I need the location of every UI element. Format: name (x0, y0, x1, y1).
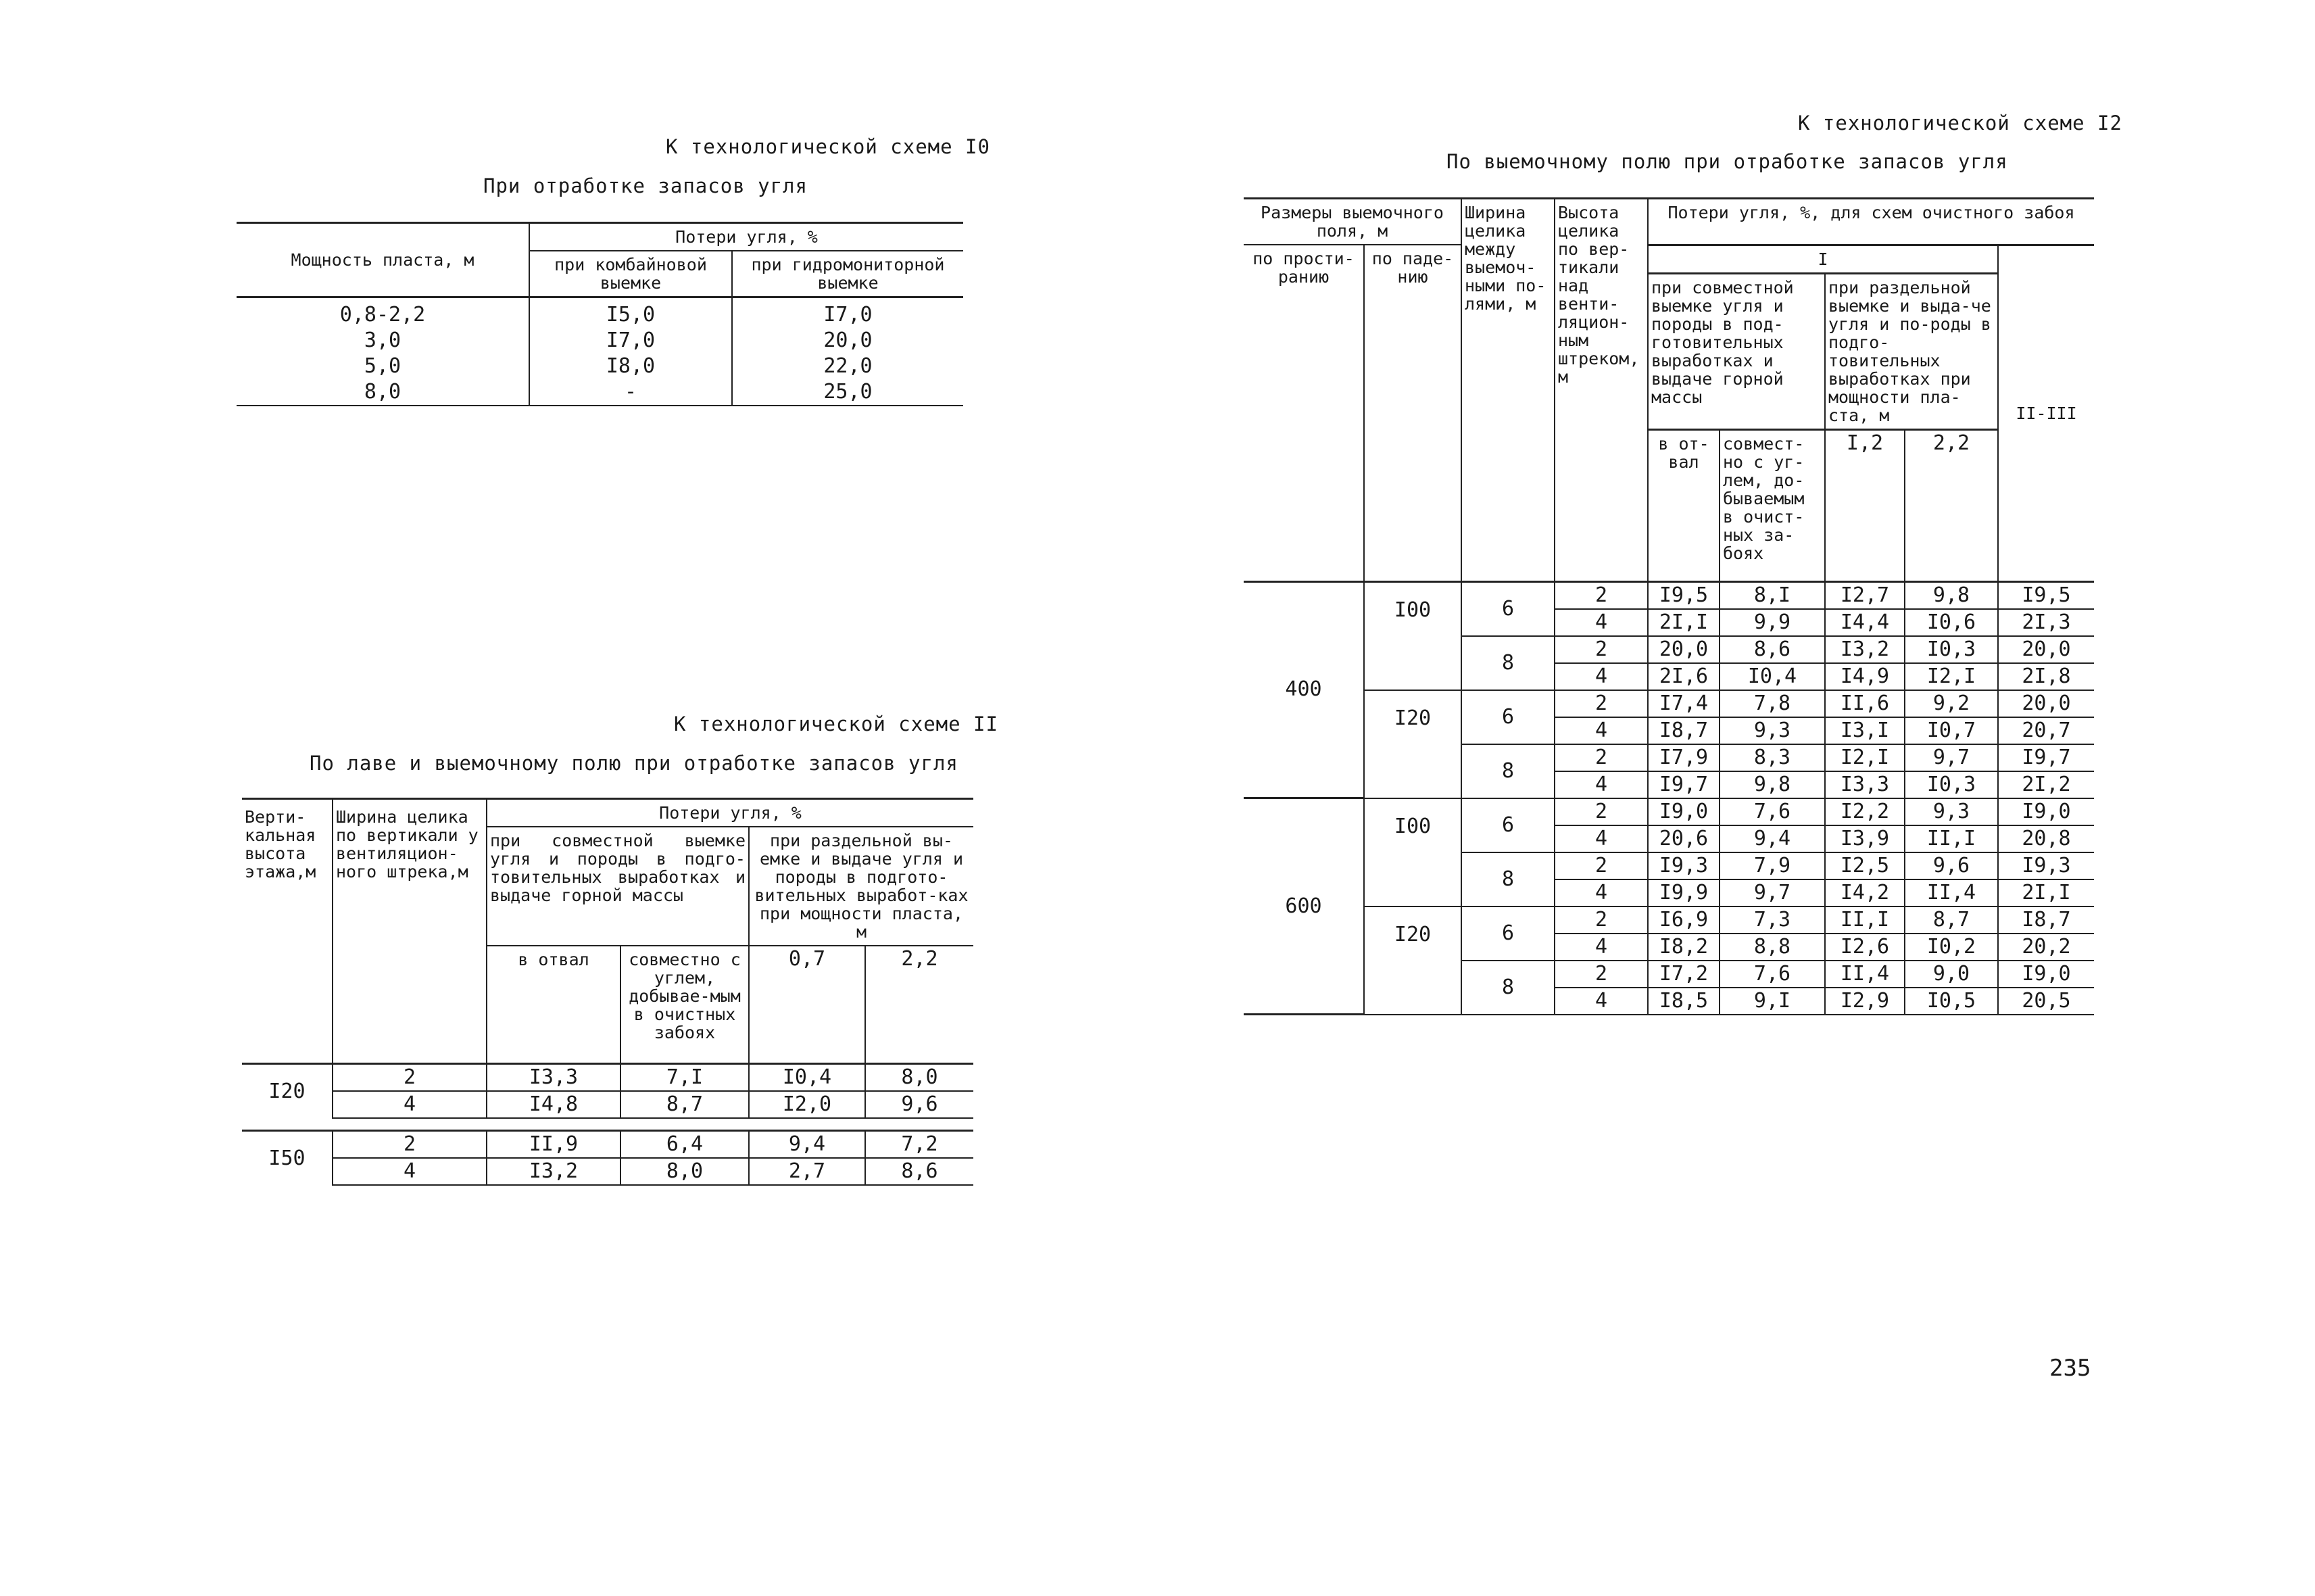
spacer-cell (242, 1118, 973, 1131)
t12-cell: I8,2 (1648, 934, 1720, 961)
t12-cell: 20,7 (1998, 717, 2094, 744)
t12-cell: 20,0 (1998, 636, 2094, 663)
t12-cell: 7,8 (1720, 690, 1825, 717)
t12-cell: 9,2 (1905, 690, 1998, 717)
t11-h-width: Ширина целика по вертикали у вентиляцион-ного штрека,м (333, 799, 487, 1064)
t12-cell: 9,3 (1905, 798, 1998, 825)
t12-cell: I9,0 (1998, 961, 2094, 988)
t10-cell: I8,0 (529, 354, 732, 379)
t11-caption: К технологической схеме II (674, 712, 998, 735)
t12-h-joint: при совместной выемке угля и породы в под-готовительных выработках и выдаче горной массы (1648, 273, 1825, 429)
t12-cell: 8,8 (1720, 934, 1825, 961)
t12-cell: II,I (1825, 906, 1905, 934)
t10-caption: К технологической схеме I0 (666, 135, 990, 158)
t11-h-dump: в отвал (487, 946, 620, 1064)
t10-title: При отработке запасов угля (483, 174, 808, 197)
t10-cell: I5,0 (529, 297, 732, 329)
t11-h-losses: Потери угля, % (487, 799, 973, 827)
t12-cell: 20,2 (1998, 934, 2094, 961)
t12-cell: I0,7 (1905, 717, 1998, 744)
t11-cell: 7,2 (865, 1131, 973, 1159)
t12-title: По выемочному полю при отработке запасов угля (1446, 150, 2008, 173)
t11-cell: I2,0 (749, 1091, 865, 1118)
t10-cell: 3,0 (237, 328, 529, 354)
t11-cell: 6,4 (620, 1131, 749, 1159)
t12-h-width: Ширина целика между выемоч-ными по-лями, м (1461, 199, 1555, 582)
t10-h-combine: при комбайновой выемке (529, 251, 732, 297)
t12-cell: I2,2 (1825, 798, 1905, 825)
t11-cell: 7,I (620, 1064, 749, 1092)
t10-cell: 22,0 (823, 354, 873, 378)
t12-h-separate: при раздельной выемке и выда-че угля и по-роды в подго-товительных выработках при мощности пла-ста, м (1825, 273, 1998, 429)
t12-cell: 4 (1555, 879, 1648, 906)
t12-width-cell: 8 (1461, 961, 1555, 1015)
t12-cell: I9,0 (1648, 798, 1720, 825)
t12-strike-cell: 600 (1244, 798, 1364, 1015)
t12-cell: I3,I (1825, 717, 1905, 744)
t12-cell: I8,7 (1998, 906, 2094, 934)
table-row (1244, 581, 2094, 609)
t11-cell: I0,4 (749, 1064, 865, 1092)
t12-cell: I2,I (1825, 744, 1905, 771)
t12-h-dump: в от-вал (1648, 429, 1720, 581)
t12-cell: 2I,3 (1998, 609, 2094, 636)
t10-cell: I7,0 (529, 328, 732, 354)
t12-cell: I2,7 (1825, 581, 1905, 609)
t12-cell: 8,I (1720, 581, 1825, 609)
t12-cell: II,4 (1825, 961, 1905, 988)
t11-cell: 8,0 (865, 1064, 973, 1092)
t11-cell: I4,8 (487, 1091, 620, 1118)
t12-cell: I9,7 (1648, 771, 1720, 798)
t12-cell: 20,0 (1648, 636, 1720, 663)
page-number: 235 (2049, 1355, 2091, 1382)
t12-cell: 2 (1555, 636, 1648, 663)
t12-cell: 4 (1555, 663, 1648, 690)
t12-cell: I7,9 (1648, 744, 1720, 771)
table-row (237, 328, 963, 354)
t12-cell: I0,5 (1905, 988, 1998, 1015)
t12-cell: 20,5 (1998, 988, 2094, 1015)
t12-cell: 9,7 (1720, 879, 1825, 906)
table-row (237, 297, 963, 329)
t12-width-cell: 8 (1461, 636, 1555, 690)
t11-cell: 8,6 (865, 1158, 973, 1185)
table-row (242, 1158, 973, 1185)
t12-cell: I8,5 (1648, 988, 1720, 1015)
t12-cell: 2 (1555, 906, 1648, 934)
t12-cell: II,I (1905, 825, 1998, 852)
t12-cell: II,6 (1825, 690, 1905, 717)
t12-cell: 2 (1555, 852, 1648, 879)
t12-cell: I4,2 (1825, 879, 1905, 906)
t12-cell: 8,3 (1720, 744, 1825, 771)
t12-cell: I0,2 (1905, 934, 1998, 961)
t11-cell: I3,2 (487, 1158, 620, 1185)
t12-cell: 7,6 (1720, 798, 1825, 825)
t12-h-22: 2,2 (1905, 429, 1998, 581)
t12-cell: I7,2 (1648, 961, 1720, 988)
table-11 (242, 798, 973, 1186)
t11-cell: 9,4 (749, 1131, 865, 1159)
t12-cell: I9,5 (1648, 581, 1720, 609)
t12-cell: I0,6 (1905, 609, 1998, 636)
t12-cell: 2 (1555, 744, 1648, 771)
t12-cell: 4 (1555, 988, 1648, 1015)
table-row (242, 1131, 973, 1159)
t11-cell: 2 (333, 1064, 487, 1092)
t12-cell: I2,5 (1825, 852, 1905, 879)
t10-cell: - (529, 379, 732, 406)
t12-h-12: I,2 (1825, 429, 1905, 581)
t12-cell: I9,7 (1998, 744, 2094, 771)
t12-caption: К технологической схеме I2 (1798, 112, 2122, 135)
t12-cell: 9,4 (1720, 825, 1825, 852)
t12-width-cell: 6 (1461, 581, 1555, 636)
t10-h-hydro: при гидромониторной выемке (751, 255, 945, 293)
t12-cell: I9,3 (1998, 852, 2094, 879)
t12-width-cell: 8 (1461, 852, 1555, 906)
t11-cell: 2,7 (749, 1158, 865, 1185)
t11-cell: 9,6 (865, 1091, 973, 1118)
t12-cell: 7,9 (1720, 852, 1825, 879)
t10-cell: I7,0 (823, 303, 873, 327)
t10-h-thickness: Мощность пласта, м (237, 223, 529, 297)
t12-h-field-size: Размеры выемочного поля, м (1244, 199, 1461, 245)
t12-strike-cell: 400 (1244, 581, 1364, 798)
t12-cell: I3,2 (1825, 636, 1905, 663)
t12-cell: 4 (1555, 934, 1648, 961)
t11-title: По лаве и выемочному полю при отработке запасов угля (310, 752, 958, 775)
t10-cell: 0,8-2,2 (237, 297, 529, 329)
t12-cell: 4 (1555, 717, 1648, 744)
t12-dip-cell: I00 (1364, 581, 1461, 690)
t12-cell: I4,4 (1825, 609, 1905, 636)
t10-cell: 8,0 (237, 379, 529, 406)
t12-cell: I3,9 (1825, 825, 1905, 852)
t12-cell: I2,6 (1825, 934, 1905, 961)
t11-cell: 4 (333, 1158, 487, 1185)
t11-cell: I3,3 (487, 1064, 620, 1092)
t12-cell: 7,3 (1720, 906, 1825, 934)
t12-cell: 20,8 (1998, 825, 2094, 852)
t12-cell: 2I,2 (1998, 771, 2094, 798)
t10-h-losses: Потери угля, % (529, 223, 963, 251)
table-10 (237, 222, 963, 406)
t11-cell: 4 (333, 1091, 487, 1118)
t12-cell: I3,3 (1825, 771, 1905, 798)
t12-cell: 9,9 (1720, 609, 1825, 636)
t11-cell: 8,7 (620, 1091, 749, 1118)
t12-cell: 2I,8 (1998, 663, 2094, 690)
t12-cell: I2,I (1905, 663, 1998, 690)
t12-h-scheme-I: I (1648, 245, 1998, 273)
t12-cell: 9,0 (1905, 961, 1998, 988)
t12-cell: I4,9 (1825, 663, 1905, 690)
t12-cell: 2 (1555, 798, 1648, 825)
t12-cell: I0,3 (1905, 771, 1998, 798)
table-row (1244, 690, 2094, 717)
t12-cell: 8,7 (1905, 906, 1998, 934)
t11-h-joint: при совместной выемке угля и породы в подго-товительных выработках и выдаче горной массы (487, 827, 749, 946)
table-row (237, 379, 963, 406)
t12-width-cell: 6 (1461, 906, 1555, 961)
table-spacer (242, 1118, 973, 1131)
t12-h-strike: по прости-ранию (1244, 245, 1364, 581)
t11-height-cell: I20 (242, 1064, 333, 1119)
t12-cell: 7,6 (1720, 961, 1825, 988)
t11-cell: II,9 (487, 1131, 620, 1159)
t11-h-separate: при раздельной вы-емке и выдаче угля и породы в подгото-вительных выработ-ках при мощности пласта, м (749, 827, 973, 946)
t12-cell: I9,0 (1998, 798, 2094, 825)
t12-cell: 2I,6 (1648, 663, 1720, 690)
t10-cell: 20,0 (823, 329, 873, 352)
t12-cell: 4 (1555, 771, 1648, 798)
t12-h-dip: по паде-нию (1371, 249, 1454, 287)
t12-cell: 9,I (1720, 988, 1825, 1015)
t12-width-cell: 6 (1461, 690, 1555, 744)
table-12 (1244, 197, 2094, 1015)
t11-h-22: 2,2 (901, 947, 938, 971)
t12-h-with-coal: совмест-но с уг-лем, до-бываемым в очист-ных за-боях (1720, 429, 1825, 581)
t12-width-cell: 6 (1461, 798, 1555, 852)
table-row (1244, 906, 2094, 934)
t12-cell: 2 (1555, 961, 1648, 988)
t12-cell: I6,9 (1648, 906, 1720, 934)
t10-cell: 25,0 (732, 379, 963, 406)
t12-h-scheme-II: II-III (2016, 403, 2077, 423)
t11-cell: 8,0 (620, 1158, 749, 1185)
t12-cell: 2 (1555, 581, 1648, 609)
t12-cell: 4 (1555, 609, 1648, 636)
t12-cell: 9,3 (1720, 717, 1825, 744)
table-row (242, 1064, 973, 1092)
t12-cell: 8,6 (1720, 636, 1825, 663)
t12-cell: 20,0 (1998, 690, 2094, 717)
t12-cell: I2,9 (1825, 988, 1905, 1015)
table-row (237, 354, 963, 379)
t12-cell: I9,9 (1648, 879, 1720, 906)
t12-dip-cell: I20 (1364, 690, 1461, 798)
table-row (242, 1091, 973, 1118)
t11-h-height: Верти-кальная высота этажа,м (242, 799, 333, 1064)
t12-h-losses: Потери угля, %, для схем очистного забоя (1648, 199, 2094, 245)
t12-h-height: Высота целика по вер-тикали над венти-ляцион-ным штреком, м (1555, 199, 1648, 582)
t11-height-cell: I50 (242, 1131, 333, 1186)
t12-dip-cell: I00 (1364, 798, 1461, 906)
t12-cell: 9,8 (1905, 581, 1998, 609)
t12-cell: I9,5 (1998, 581, 2094, 609)
t12-cell: II,4 (1905, 879, 1998, 906)
t12-width-cell: 8 (1461, 744, 1555, 798)
t12-cell: 4 (1555, 825, 1648, 852)
t12-cell: 2I,I (1998, 879, 2094, 906)
t12-cell: 20,6 (1648, 825, 1720, 852)
t11-cell: 2 (333, 1131, 487, 1159)
t12-cell: 9,7 (1905, 744, 1998, 771)
t12-cell: 9,6 (1905, 852, 1998, 879)
t11-h-07: 0,7 (749, 946, 865, 1064)
t12-cell: I7,4 (1648, 690, 1720, 717)
t10-cell: 5,0 (237, 354, 529, 379)
table-row (1244, 798, 2094, 825)
t12-cell: I0,3 (1905, 636, 1998, 663)
t12-dip-cell: I20 (1364, 906, 1461, 1015)
t12-cell: 9,8 (1720, 771, 1825, 798)
t12-cell: I9,3 (1648, 852, 1720, 879)
t11-h-with-coal: совместно с углем, добывае-мым в очистных забоях (620, 946, 749, 1064)
t12-cell: I0,4 (1720, 663, 1825, 690)
t12-cell: 2 (1555, 690, 1648, 717)
t12-cell: I8,7 (1648, 717, 1720, 744)
t12-cell: 2I,I (1648, 609, 1720, 636)
